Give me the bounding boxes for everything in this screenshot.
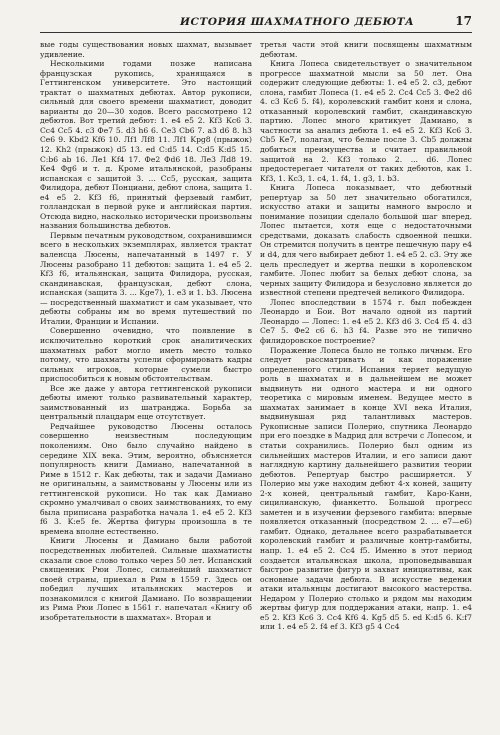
paragraph: третья части этой книги посвящены шахматным дебютам.	[260, 40, 472, 59]
paragraph: Несколькими годами позже написана французская рукопись, хранящаяся в Геттингенском университете. Это настоящий трактат о шахматных дебютах. Автор рукописи, сильный для своего времени шахматист, доводит варианты до 20—30 ходов. Всего рассмотрено 12 дебютов. Вот третий дебют: 1. e4 e5 2. Kf3 Кс6 3. Сс4 Сс5 4. c3 Фе7 5. d3 h6 6. Се3 Сb6 7. а3 d6 8. h3 Се6 9. Kbd2 Kf6 10. Лf1 Лf8 11. Лf1 Kpg8 (прыжок) 12. Kh2 (прыжок) d5 13. ed C:d5 14. C:d5 K:d5 15. C:b6 ab 16. Лe1 Kf4 17. Фе2 Фd6 18. Ле3 Лd8 19. Ке4 Фg6 и т. д. Кроме итальянской, разобраны испанская с защитой 3. ... Сс5, русская, защита Филидора, дебют Понциани, дебют слона, защита 1. e4 e5 2. Kf3 f6, принятый ферзевый гамбит, голландская в первой руке и английская партия. Отсюда видно, насколько исторически произвольны названия большинства дебютов.	[40, 59, 252, 231]
text-columns	[40, 40, 472, 728]
running-title: ИСТОРИЯ ШАХМАТНОГО ДЕБЮТА	[180, 16, 415, 28]
paragraph: Все же даже у автора геттингенской рукописи дебюты имеют только развивательный характер, заимствованный из шатранджа. Борьба за центральный плацдарм еще отсутствует.	[40, 383, 252, 422]
paragraph: Лопес впоследствии в 1574 г. был побежден Леонардо и Бои. Вот начало одной из партий Леонардо — Лопес: 1. e4 e5 2. Kf3 d6 3. Сс4 f5 4. d3 Се7 5. Фе2 c6 6. h3 f4. Разве это не типично филидоровское построение?	[260, 297, 472, 345]
paragraph: вые годы существования новых шахмат, вызывает удивление.	[40, 40, 252, 59]
paragraph: Книга Лопеса показывает, что дебютный репертуар за 50 лет значительно обогатился, искусство атаки и защиты намного выросло и понимание позиции сделало большой шаг вперед. Лопес пытается, хотя еще с недостаточными средствами, доказать слабость сдвоенной пешки. Он стремится получить в центре пешечную пару e4 и d4, для чего выбирает дебют 1. e4 e5 2. c3. Эту же цель преследует и жертва пешки в королевском гамбите. Лопес любит за белых дебют слона, за черных защиту Филидора и безусловно является до известной степени предтечей великого Филидора.	[260, 183, 472, 298]
paragraph: Совершенно очевидно, что появление в исключительно короткий срок аналитических шахматных работ могло иметь место только потому, что шахматы успели сформировать кадры сильных игроков, которые сумели быстро приспособиться к новым обстоятельствам.	[40, 326, 252, 384]
paragraph: Книга Лопеса свидетельствует о значительном прогрессе шахматной мысли за 50 лет. Она содержит следующие дебюты: 1. e4 e5 2. c3, дебют слона, гамбит Лопеса (1. e4 e5 2. Сс4 Сс5 3. Фе2 d6 4. c3 Кс6 5. f4), королевский гамбит коня и слона, отказанный королевский гамбит, скандинавскую партию. Лопес много критикует Дамиано, в частности за анализ дебюта 1. e4 e5 2. Kf3 Кс6 3. Сb5 Ке7, полагая, что белые после 3. Сb5 должны добиться преимущества и считает правильной защитой на 2. Kf3 только 2. ... d6. Лопес предостерегает читателя от таких дебютов, как 1. Kf3, 1. Кс3, 1. c4, 1. f4, 1. g3, 1. b3.	[260, 59, 472, 183]
paragraph: Поражение Лопеса было не только личным. Его следует рассматривать и как поражение определенного стиля. Испания теряет ведущую роль в шахматах и в дальнейшем не может выдвинуть ни одного мастера и ни одного теоретика с мировым именем. Ведущее место в шахматах занимает в конце XVI века Италия, выдвинувшая ряд талантливых мастеров. Рукописные записи Полерио, спутника Леонардо при его поездке в Мадрид для встречи с Лопесом, и статьи сохранились. Полерио был одним из сильнейших мастеров Италии, и его записи дают наглядную картину дальнейшего развития теории дебютов. Репертуар быстро расширяется. У Полерио мы уже находим дебют 4-х коней, защиту 2-х коней, центральный гамбит, Каро-Канн, сицилианскую, фианкетто. Большой прогресс заметен и в изучении ферзевого гамбита: впервые появляется отказанный (посредством 2. ... e7—e6) гамбит. Однако, детальнее всего разрабатывается королевский гамбит и различные контр-гамбиты, напр. 1. e4 e5 2. Сс4 f5. Именно в этот период создается итальянская школа, проповедывавшая быстрое развитие фигур и захват инициативы, как основные задачи дебюта. В искусстве ведения атаки итальянцы достигают высокого мастерства. Недаром у Полерио столько и рядом мы находим жертвы фигур для поддержания атаки, напр. 1. e4 e5 2. Kf3 Кс6 3. Сс4 Кf6 4. Kg5 d5 5. ed K:d5 6. K:f7 или 1. e4 e5 2. f4 ef 3. Kf3 g5 4 Сс4	[260, 345, 472, 632]
right-column	[260, 40, 472, 728]
paragraph: Первым печатным руководством, сохранившимся всего в нескольких экземплярах, является трактат валенсца Люсены, напечатанный в 1497 г. У Люсены разобрано 11 дебютов: защита 1. e4 e5 2. Kf3 f6, итальянская, защита Филидора, русская, скандинавская, французская, дебют слона, испанская (защита 3. ... Kge7), 1. e3 и 1. b3. Люсена — посредственный шахматист и сам указывает, что дебюты собраны им во время путешествий по Италии, Франции и Испании.	[40, 230, 252, 326]
paragraph: Книги Люсены и Дамиано были работой посредственных любителей. Сильные шахматисты сказали свое слово только через 50 лет. Испанский священник Рюи Лопес, сильнейший шахматист своей страны, приехал в Рим в 1559 г. Здесь он победил лучших итальянских мастеров и познакомился с книгой Дамиано. По возвращении из Рима Рюи Лопес в 1561 г. напечатал «Книгу об изобретательности в шахматах». Вторая и	[40, 536, 252, 622]
left-column	[40, 40, 252, 728]
page-header	[40, 14, 472, 33]
paragraph: Редчайшее руководство Люсены осталось совершенно неизвестным последующим поколениям. Оно было случайно найдено в середине XIX века. Этим, вероятно, объясняется популярность книги Дамиано, напечатанной в Риме в 1512 г. Как дебюты, так и задачи Дамиано не оригинальны, а заимствованы у Люсены или из геттингенской рукописи. Но так как Дамиано скромно умалчивал о своих заимствованиях, то ему была приписана разработка начала 1. e4 e5 2. Kf3 f6 3. K:e5 fe. Жертва фигуры произошла в те времена вполне естественно.	[40, 421, 252, 536]
page-number: 17	[455, 14, 472, 28]
